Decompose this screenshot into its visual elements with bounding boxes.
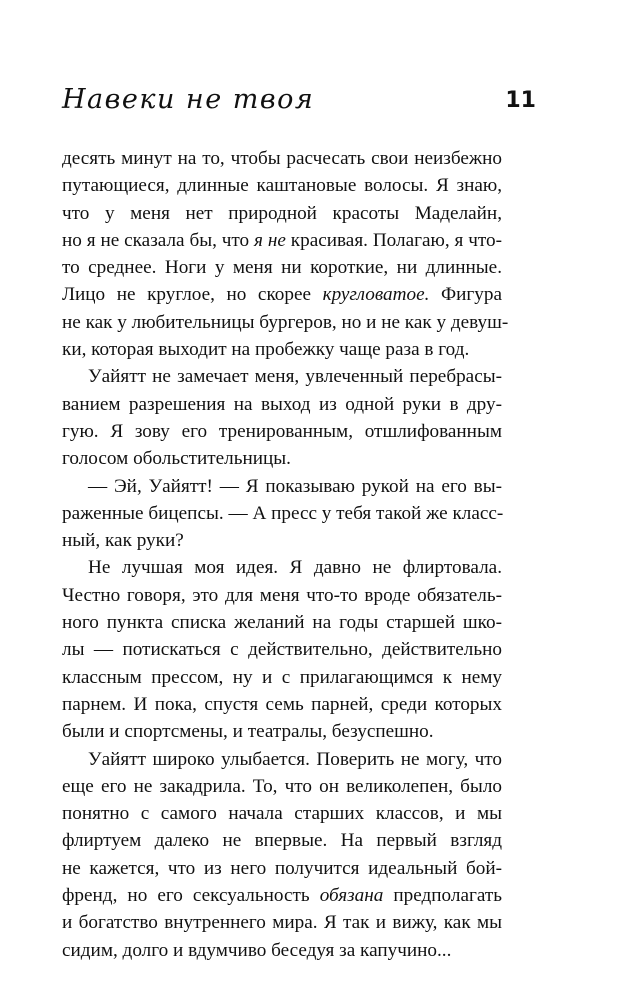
text-segment: не кажется, что из него получится идеальный бой- — [62, 857, 502, 879]
text-segment: гую. Я зову его тренированным, отшлифованным — [62, 420, 502, 442]
page-number: 11 — [505, 88, 536, 113]
text-segment: парнем. И пока, спустя семь парней, среди которых — [62, 693, 502, 715]
text-segment: голосом обольстительницы. — [62, 448, 291, 470]
text-line — [62, 800, 502, 827]
text-line — [62, 882, 502, 909]
text-line — [62, 227, 502, 254]
text-segment: и богатство внутреннего мира. Я так и вижу, как мы — [62, 912, 502, 934]
text-line — [62, 609, 502, 636]
text-segment: лы — потискаться с действительно, действительно — [62, 639, 502, 661]
text-segment: не как у любительницы бургеров, но и не как у девуш- — [62, 311, 509, 333]
text-segment: классным прессом, ну и с прилагающимся к нему — [62, 666, 502, 688]
text-line — [62, 582, 502, 609]
text-segment: Фигура — [429, 284, 502, 306]
text-segment: красивая. Полагаю, я что- — [285, 229, 502, 251]
text-segment: понятно с самого начала старших классов, и мы — [62, 803, 502, 825]
text-line — [62, 281, 502, 308]
emphasis-text: я не — [254, 229, 286, 251]
text-segment: были и спортсмены, и театралы, безуспешно. — [62, 721, 434, 743]
text-line — [62, 200, 502, 227]
text-line — [62, 937, 502, 964]
text-segment: ванием разрешения на выход из одной руки в дру- — [62, 393, 502, 415]
text-segment: сидим, долго и вдумчиво беседуя за капучино... — [62, 939, 452, 961]
text-segment: Лицо не круглое, но скорее — [62, 284, 323, 306]
text-line — [62, 773, 502, 800]
text-segment: френд, но его сексуальность — [62, 885, 320, 907]
text-segment: — Эй, Уайятт! — Я показываю рукой на его вы- — [88, 475, 502, 497]
text-line — [62, 391, 502, 418]
text-segment: ного пункта списка желаний на годы старшей шко- — [62, 612, 502, 634]
text-line — [62, 172, 502, 199]
text-line — [62, 691, 502, 718]
text-line — [62, 636, 502, 663]
text-line — [62, 855, 502, 882]
text-segment: то среднее. Ноги у меня ни короткие, ни длинные. — [62, 257, 502, 279]
text-segment: но я не сказала бы, что — [62, 229, 255, 251]
text-segment: Уайятт не замечает меня, увлеченный перебрасы- — [88, 366, 502, 388]
text-segment: десять минут на то, чтобы расчесать свои неизбежно — [62, 148, 502, 169]
text-segment: ный, как руки? — [62, 530, 184, 552]
text-line — [62, 718, 502, 745]
text-segment: раженные бицепсы. — А пресс у тебя такой же класс- — [62, 502, 504, 524]
text-segment: ки, которая выходит на пробежку чаще раза в год. — [62, 339, 470, 361]
emphasis-text: кругловатое. — [322, 284, 430, 306]
text-line — [62, 909, 502, 936]
emphasis-text: обязана — [319, 885, 384, 907]
text-segment: Уайятт широко улыбается. Поверить не могу, что — [88, 748, 502, 770]
text-line — [62, 363, 502, 390]
text-segment: предполагать — [383, 885, 503, 907]
text-segment: флиртуем далеко не впервые. На первый взгляд — [62, 830, 502, 852]
text-line — [62, 145, 502, 172]
running-header-title: Навеки не твоя — [62, 84, 315, 115]
text-line — [62, 527, 502, 554]
text-line — [62, 664, 502, 691]
text-line — [62, 827, 502, 854]
text-line — [62, 336, 502, 363]
text-segment: путающиеся, длинные каштановые волосы. Я знаю, — [62, 175, 502, 197]
text-segment: Честно говоря, это для меня что-то вроде обязатель- — [62, 584, 502, 606]
text-line — [62, 746, 502, 773]
body-text — [62, 145, 509, 964]
text-segment: Не лучшая моя идея. Я давно не флиртовала. — [88, 557, 502, 579]
text-segment: что у меня нет природной красоты Маделайн, — [62, 202, 502, 224]
text-line — [62, 254, 502, 281]
text-line — [62, 554, 502, 581]
text-line — [62, 418, 502, 445]
text-line — [62, 473, 502, 500]
text-segment: еще его не закадрила. То, что он великолепен, было — [62, 775, 502, 797]
text-line — [62, 309, 509, 336]
text-line — [62, 445, 502, 472]
text-line — [62, 500, 502, 527]
